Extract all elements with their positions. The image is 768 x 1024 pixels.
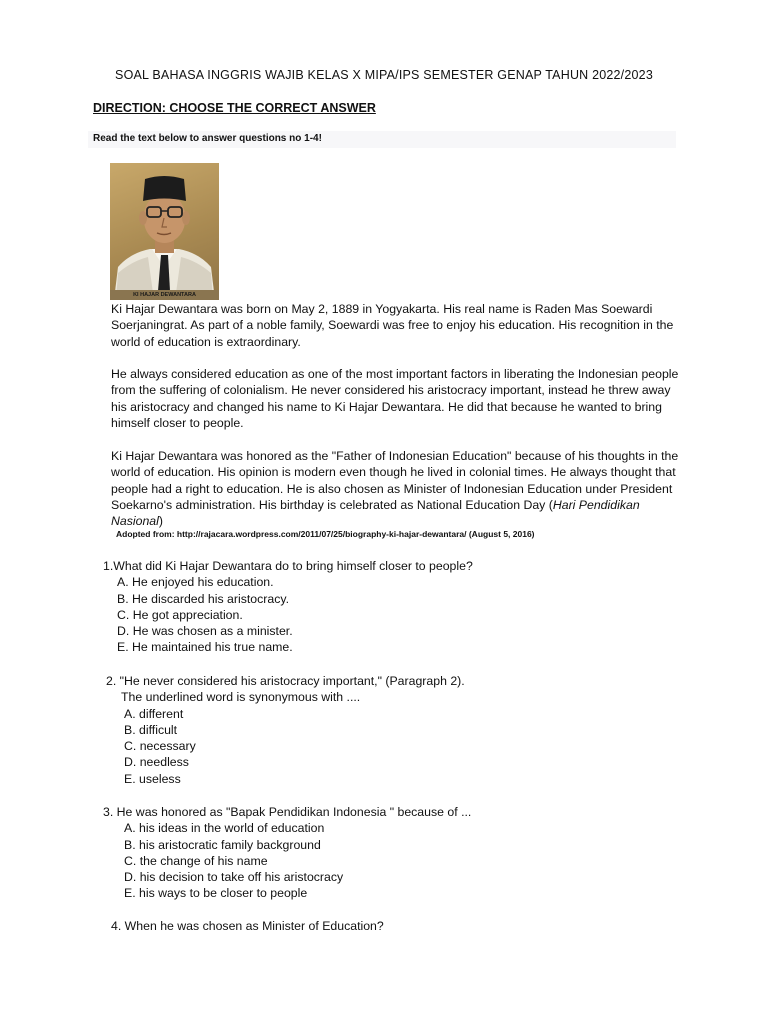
question-4-stem: 4. When he was chosen as Minister of Education?	[111, 919, 384, 933]
portrait-caption: KI HAJAR DEWANTARA	[110, 290, 219, 300]
question-2-options	[106, 706, 465, 787]
question-1	[103, 558, 473, 656]
direction-heading: DIRECTION: CHOOSE THE CORRECT ANSWER	[93, 101, 376, 115]
question-1-options	[103, 574, 473, 655]
worksheet-title: SOAL BAHASA INGGRIS WAJIB KELAS X MIPA/IPS SEMESTER GENAP TAHUN 2022/2023	[115, 68, 653, 82]
question-1-option-e: E. He maintained his true name.	[117, 640, 293, 655]
portrait-illustration	[110, 163, 219, 300]
paragraph-3-close: )	[158, 514, 163, 529]
question-2-subprompt: The underlined word is synonymous with ....	[121, 690, 361, 705]
question-1-option-a: A. He enjoyed his education.	[117, 575, 274, 590]
question-3-option-a: A. his ideas in the world of education	[124, 821, 325, 836]
question-2-option-a: A. different	[124, 706, 184, 721]
ki-hajar-dewantara-portrait	[110, 163, 219, 300]
question-2-option-b: B. difficult	[124, 722, 178, 737]
question-1-stem: 1.What did Ki Hajar Dewantara do to bring himself closer to people?	[103, 559, 473, 573]
passage-paragraph-2: He always considered education as one of the most important factors in liberating the Indonesian people from the suffering of colonialism. He never considered his aristocracy important, instead he threw away his aristocracy and changed his name to Ki Hajar Dewantara. He did that because he wanted to bring himself closer to people.	[111, 367, 679, 430]
question-3-option-c: C. the change of his name	[124, 853, 268, 868]
question-2-option-e: E. useless	[124, 771, 181, 786]
paragraph-3-italic-term: Hari Pendidikan Nasional	[111, 497, 640, 529]
question-3-option-e: E. his ways to be closer to people	[124, 886, 308, 901]
question-3-option-b: B. his aristocratic family background	[124, 837, 321, 852]
question-3-stem: 3. He was honored as "Bapak Pendidikan Indonesia " because of ...	[103, 805, 472, 819]
question-1-option-c: C. He got appreciation.	[117, 607, 243, 622]
question-2	[106, 673, 465, 787]
question-1-option-d: D. He was chosen as a minister.	[117, 624, 293, 639]
read-instruction: Read the text below to answer questions no 1-4!	[93, 133, 322, 144]
question-3-options	[103, 820, 471, 901]
question-3	[103, 804, 471, 902]
passage-paragraph-1: Ki Hajar Dewantara was born on May 2, 1889 in Yogyakarta. His real name is Raden Mas Soewardi Soerjaningrat. As part of a noble family, Soewardi was free to enjoy his education. His recognition in the world of education is extraordinary.	[111, 302, 674, 349]
passage-paragraph-3	[111, 448, 681, 529]
source-citation: Adopted from: http://rajacara.wordpress.com/2011/07/25/biography-ki-hajar-dewantara/ (August 5, 2016)	[116, 529, 535, 539]
question-2-option-d: D. needless	[124, 755, 189, 770]
question-2-option-c: C. necessary	[124, 739, 196, 754]
paragraph-3-text: Ki Hajar Dewantara was honored as the "Father of Indonesian Education" because of his thoughts in the world of education. His opinion is modern even though he lived in colonial times. He always thought that people had a right to education. He is also chosen as Minister of Indonesian Education under President Soekarno's administration. His birthday is celebrated as National Education Day (	[111, 449, 679, 512]
question-1-option-b: B. He discarded his aristocracy.	[117, 591, 289, 606]
question-2-stem: 2. "He never considered his aristocracy important," (Paragraph 2).	[106, 674, 465, 688]
question-4	[111, 918, 384, 934]
question-3-option-d: D. his decision to take off his aristocracy	[124, 870, 344, 885]
